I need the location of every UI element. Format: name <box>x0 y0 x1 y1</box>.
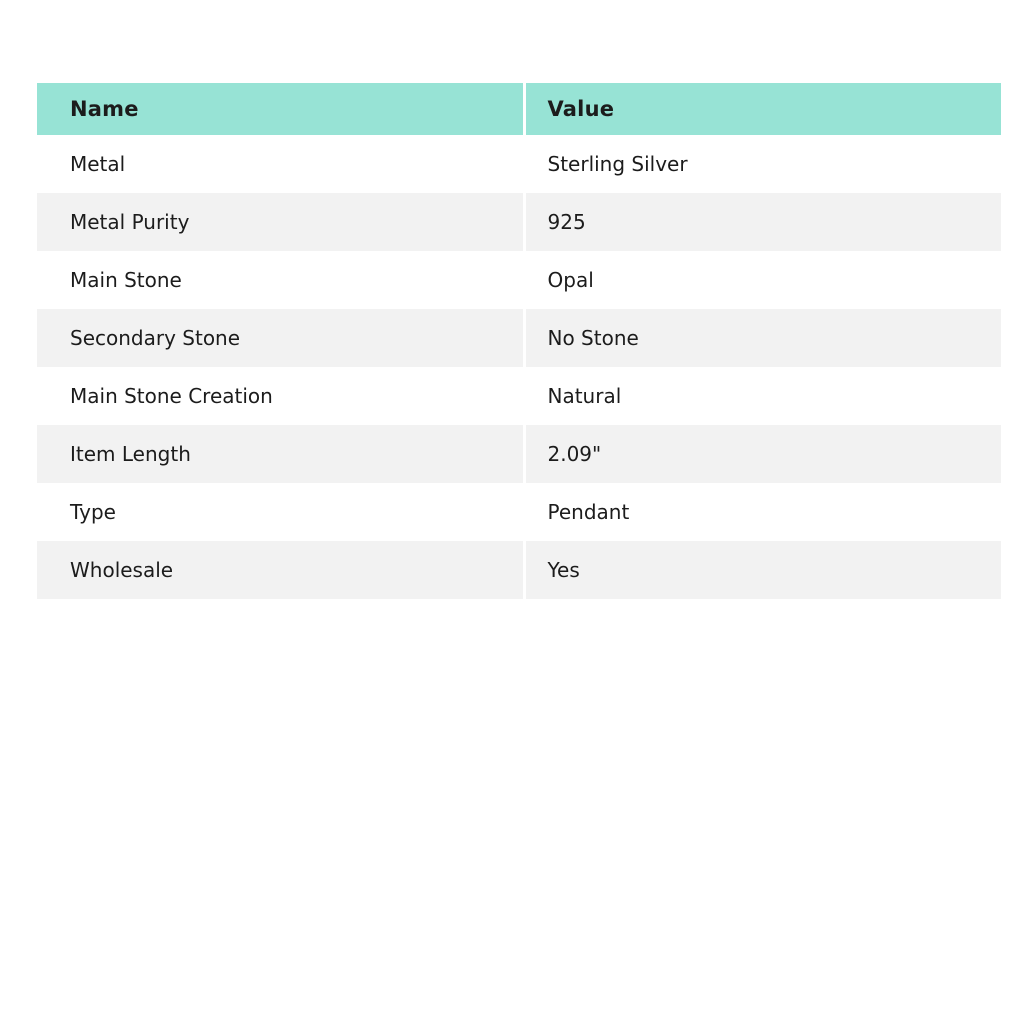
table-row <box>37 425 1001 483</box>
table-row <box>37 483 1001 541</box>
item-specifics-table-container <box>37 83 1001 599</box>
value-cell: Natural <box>524 367 1001 425</box>
table-header <box>37 83 1001 135</box>
value-cell: Yes <box>524 541 1001 599</box>
value-cell: No Stone <box>524 309 1001 367</box>
table-body <box>37 135 1001 599</box>
table-row <box>37 367 1001 425</box>
name-cell: Main Stone Creation <box>37 367 524 425</box>
value-cell: Opal <box>524 251 1001 309</box>
name-cell: Secondary Stone <box>37 309 524 367</box>
name-cell: Item Length <box>37 425 524 483</box>
column-header-name: Name <box>37 83 524 135</box>
value-cell: 2.09" <box>524 425 1001 483</box>
header-row <box>37 83 1001 135</box>
item-specifics-table <box>37 83 1001 599</box>
table-row <box>37 135 1001 193</box>
name-cell: Wholesale <box>37 541 524 599</box>
table-row <box>37 251 1001 309</box>
table-row <box>37 193 1001 251</box>
value-cell: 925 <box>524 193 1001 251</box>
table-row <box>37 309 1001 367</box>
value-cell: Sterling Silver <box>524 135 1001 193</box>
name-cell: Metal Purity <box>37 193 524 251</box>
value-cell: Pendant <box>524 483 1001 541</box>
table-row <box>37 541 1001 599</box>
name-cell: Metal <box>37 135 524 193</box>
name-cell: Type <box>37 483 524 541</box>
name-cell: Main Stone <box>37 251 524 309</box>
column-header-value: Value <box>524 83 1001 135</box>
